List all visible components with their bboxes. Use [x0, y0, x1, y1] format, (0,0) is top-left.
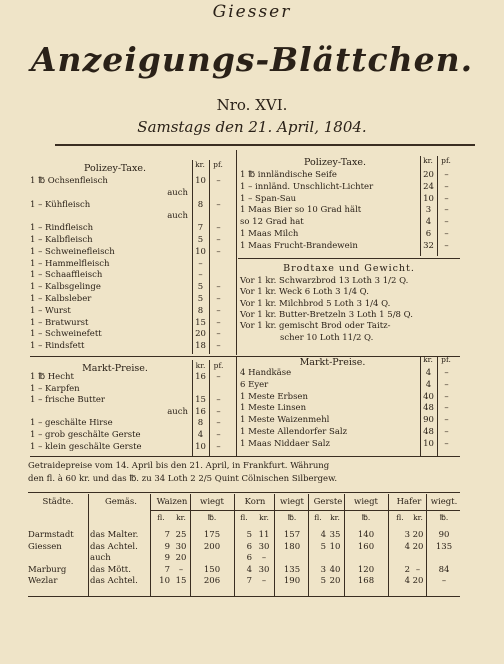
price-item: 1 – innländ. Unschlicht-Lichter [240, 181, 374, 192]
price-pf: – [216, 329, 221, 340]
price-kr: 15 [195, 317, 206, 328]
table-header: Waizen [156, 497, 188, 507]
table-cell: 10 [329, 541, 341, 552]
marktpreise-left-heading: Markt-Preise. [82, 363, 148, 374]
table-cell: 206 [203, 576, 221, 587]
price-kr: 10 [195, 246, 206, 257]
table-cell: Giessen [28, 541, 62, 552]
price-item: 1 – Kalbfleisch [30, 235, 93, 245]
price-kr: 6 [425, 229, 432, 239]
table-cell: das Mött. [90, 564, 131, 575]
table-cell: 20 [412, 530, 424, 540]
price-pf: – [444, 205, 449, 216]
price-pf: – [216, 246, 221, 257]
table-cell: 9 [164, 541, 170, 552]
price-item: 1 Maas Milch [240, 229, 299, 239]
price-kr: 90 [423, 415, 434, 426]
price-item: 1 – Kalbsleber [30, 294, 92, 304]
price-pf: – [216, 341, 221, 352]
table-cell: 20 [175, 553, 187, 564]
unit-rule [150, 510, 460, 511]
table-header: wiegt [354, 497, 378, 507]
col-pf: pf. [213, 361, 224, 370]
price-item: 1 Meste Waizenmehl [240, 415, 330, 426]
price-pf: – [216, 372, 221, 382]
price-item: 1 Meste Erbsen [240, 391, 308, 402]
price-pf: – [216, 294, 221, 304]
price-kr: 20 [195, 329, 206, 340]
unit-label: fl. [240, 513, 248, 522]
col-pf: pf. [441, 355, 451, 364]
table-header: wiegt. [430, 497, 458, 507]
table-cell: 140 [357, 530, 375, 540]
price-pf: – [216, 223, 221, 234]
table-cell: 15 [175, 576, 187, 587]
table-cell: 9 [164, 553, 170, 564]
table-cell: 30 [258, 541, 270, 552]
table-cell: 120 [357, 564, 375, 575]
price-item: auch [167, 211, 188, 222]
table-col-rule [388, 494, 389, 596]
getraide-bottom-rule [28, 596, 460, 597]
price-kr: 24 [423, 181, 434, 192]
unit-label: ℔. [361, 513, 371, 522]
table-header: wiegt [280, 497, 304, 507]
price-item: auch [167, 406, 188, 417]
unit-label: fl. [396, 513, 404, 522]
unit-label: kr. [330, 513, 340, 522]
table-col-rule [234, 494, 235, 596]
price-item: 1 Maas Frucht-Brandewein [240, 240, 358, 251]
col-pf: pf. [441, 156, 451, 165]
price-pf: – [444, 193, 449, 204]
price-kr: 8 [197, 199, 204, 210]
table-cell: auch [90, 553, 111, 564]
price-kr: 10 [195, 441, 206, 452]
getraide-head-rule [28, 492, 460, 493]
table-cell: 7 [246, 576, 252, 587]
brodtaxe-row: Vor 1 kr. Schwarzbrod 13 Loth 3 1/2 Q. [240, 276, 409, 286]
issue-date: Samstags den 21. April, 1804. [137, 118, 367, 136]
price-pf: – [444, 170, 449, 180]
table-cell: 20 [412, 541, 424, 552]
table-header: Gerste [313, 497, 343, 507]
price-kr: 4 [425, 379, 432, 390]
price-item: 1 Maas Niddaer Salz [240, 438, 331, 449]
price-pf: – [216, 317, 221, 328]
price-item: 1 – Schaaffleisch [30, 270, 103, 281]
price-item: 1 – Wurst [30, 305, 71, 316]
brodtaxe-row: scher 10 Loth 11/2 Q. [280, 332, 374, 343]
price-kr: 10 [195, 176, 206, 186]
table-cell: 160 [357, 541, 375, 552]
table-cell: – [261, 553, 267, 564]
brodtaxe-heading: Brodtaxe und Gewicht. [283, 263, 415, 274]
price-kr: 16 [195, 372, 206, 382]
table-col-rule [344, 494, 345, 596]
col-kr: kr. [195, 160, 205, 169]
price-item: 1 – Kühfleisch [30, 199, 91, 210]
price-item: 1 ℔ Ochsenfleisch [30, 176, 108, 186]
price-item: auch [167, 187, 188, 198]
table-cell: 3 [404, 530, 410, 540]
unit-label: fl. [157, 513, 165, 522]
col-kr: kr. [423, 156, 433, 165]
price-pf: – [216, 235, 221, 245]
price-kr: 32 [423, 240, 434, 251]
table-header: Hafer [396, 497, 422, 507]
table-col-rule [190, 494, 191, 596]
price-pf: – [444, 229, 449, 239]
unit-label: fl. [314, 513, 322, 522]
price-pf: – [444, 415, 449, 426]
price-item: 1 – Rindsfett [30, 341, 85, 352]
table-cell: – [261, 576, 267, 587]
price-item: 1 – geschälte Hirse [30, 418, 113, 429]
unit-label: ℔. [439, 513, 449, 522]
price-item: 1 – Kalbsgelinge [30, 282, 101, 293]
col-kr: kr. [195, 361, 206, 370]
table-header: Gemäs. [104, 497, 137, 507]
price-kr: – [198, 258, 203, 269]
unit-label: kr. [176, 513, 186, 522]
price-kr: 7 [197, 223, 204, 234]
table-cell: 20 [412, 576, 424, 587]
table-cell: 3 [320, 564, 326, 575]
price-pf: – [216, 282, 221, 293]
table-cell: 6 [246, 553, 252, 564]
table-cell: 30 [258, 564, 270, 575]
price-item: 1 – Hammelfleisch [30, 258, 110, 269]
price-item: 1 – klein geschälte Gerste [30, 441, 142, 452]
price-item: 1 Meste Linsen [240, 403, 307, 414]
polizey-taxe-right-heading: Polizey-Taxe. [304, 157, 366, 168]
price-item: 1 Meste Allendorfer Salz [240, 427, 348, 437]
brodtaxe-row: Vor 1 kr. Milchbrod 5 Loth 3 1/4 Q. [240, 298, 391, 309]
getraide-intro-1: Getraidepreise vom 14. April bis den 21. April, in Frankfurt. Währung [28, 461, 330, 471]
issue-number: Nro. XVI. [216, 96, 288, 114]
col-kr: kr. [423, 355, 433, 364]
price-pf: – [216, 199, 221, 210]
price-kr: 5 [197, 294, 204, 304]
brodtaxe-rule [238, 258, 460, 259]
table-col-rule [88, 494, 89, 596]
table-cell: 135 [283, 564, 301, 575]
price-pf: – [216, 395, 221, 406]
section-rule [30, 456, 460, 457]
price-kr: 40 [423, 391, 434, 402]
brodtaxe-row: Vor 1 kr. Weck 6 Loth 3 1/4 Q. [240, 287, 369, 298]
price-kr: 3 [425, 205, 432, 216]
table-cell: – [178, 564, 184, 575]
table-cell: 11 [258, 530, 270, 540]
table-cell: – [415, 564, 421, 575]
price-pf: – [444, 368, 449, 378]
table-cell: 6 [246, 541, 252, 552]
price-pf: – [444, 391, 449, 402]
column-divider-mid [236, 356, 237, 456]
price-kr: 8 [197, 305, 204, 316]
table-cell: 168 [357, 576, 375, 587]
masthead-title: Anzeigungs-Blättchen. [30, 40, 474, 79]
table-cell: Marburg [28, 564, 67, 575]
price-item: 1 – Bratwurst [30, 317, 89, 328]
price-kr: 10 [423, 438, 434, 449]
price-item: 6 Eyer [240, 379, 269, 390]
table-cell: 25 [175, 530, 187, 540]
table-cell: 4 [246, 564, 252, 575]
price-item: so 12 Grad hat [240, 217, 304, 228]
table-cell: Darmstadt [28, 530, 74, 540]
table-cell: – [441, 576, 447, 587]
price-item: 1 Maas Bier so 10 Grad hält [240, 205, 362, 216]
table-col-rule [274, 494, 275, 596]
price-item: 1 – frische Butter [30, 395, 105, 406]
price-item: 1 ℔ innländische Seife [240, 170, 337, 180]
masthead-city: Giesser [212, 2, 292, 22]
table-cell: 200 [203, 541, 221, 552]
table-col-rule [308, 494, 309, 596]
price-item: 1 – Span-Sau [240, 193, 297, 204]
table-cell: 5 [320, 541, 326, 552]
table-cell: 180 [283, 541, 301, 552]
table-cell: 7 [164, 564, 170, 575]
masthead-rule [55, 144, 475, 146]
table-cell: 40 [329, 564, 341, 575]
price-kr: 48 [423, 427, 434, 437]
price-kr: 10 [423, 193, 434, 204]
price-pf: – [444, 240, 449, 251]
price-kr: 5 [197, 235, 204, 245]
table-cell: Wezlar [28, 576, 58, 587]
price-pf: – [444, 181, 449, 192]
table-cell: 7 [164, 530, 170, 540]
table-cell: 4 [404, 541, 410, 552]
table-cell: 157 [283, 530, 301, 540]
price-item: 1 – Schweinefett [30, 329, 102, 340]
table-cell: 150 [203, 564, 221, 575]
table-cell: 2 [404, 564, 410, 575]
brodtaxe-row: Vor 1 kr. Butter-Bretzeln 3 Loth 1 5/8 Q. [240, 309, 413, 320]
table-cell: 10 [159, 576, 170, 587]
table-header: Korn [244, 497, 266, 507]
price-kr: 20 [423, 170, 434, 180]
price-item: 1 – grob geschälte Gerste [30, 430, 141, 440]
price-pf: – [444, 379, 449, 390]
table-cell: 90 [438, 530, 450, 540]
table-cell: das Malter. [90, 530, 139, 540]
price-kr: 15 [195, 395, 206, 406]
price-item: 1 – Karpfen [30, 383, 80, 394]
table-cell: 84 [438, 564, 450, 575]
price-kr: 8 [197, 418, 204, 429]
price-pf: – [216, 441, 221, 452]
price-item: 1 – Rindfleisch [30, 223, 94, 234]
table-header: Städte. [42, 497, 74, 507]
price-pf: – [216, 418, 221, 429]
table-cell: 20 [329, 576, 341, 587]
unit-label: kr. [259, 513, 269, 522]
table-cell: 4 [320, 530, 326, 540]
table-header: wiegt [200, 497, 224, 507]
price-kr: 18 [195, 341, 206, 352]
price-kr: 48 [423, 403, 434, 414]
marktpreise-right-heading: Markt-Preise. [299, 357, 366, 368]
price-pf: – [216, 406, 221, 417]
price-kr: 16 [195, 406, 206, 417]
price-kr: 5 [197, 282, 204, 293]
price-pf: – [444, 427, 449, 437]
price-kr: 4 [425, 217, 432, 228]
column-divider-top [236, 150, 237, 355]
price-item: 1 ℔ Hecht [30, 372, 74, 382]
table-cell: das Achtel. [90, 576, 138, 587]
price-item: 1 – Schweinefleisch [30, 246, 115, 257]
price-kr: 4 [197, 430, 204, 440]
unit-label: ℔. [207, 513, 217, 522]
price-pf: – [216, 176, 221, 186]
table-cell: 35 [329, 530, 341, 540]
price-pf: – [444, 217, 449, 228]
getraide-intro-2: den fl. à 60 kr. und das ℔. zu 34 Loth 2 2/5 Quint Cölnischen Silbergew. [28, 474, 338, 484]
table-cell: 190 [283, 576, 301, 587]
price-kr: 4 [425, 368, 432, 378]
table-cell: 5 [320, 576, 326, 587]
unit-label: kr. [413, 513, 423, 522]
price-pf: – [444, 403, 449, 414]
price-pf: – [216, 430, 221, 440]
polizey-taxe-left-heading: Polizey-Taxe. [84, 163, 146, 174]
table-cell: 30 [175, 541, 187, 552]
table-col-rule [426, 494, 427, 596]
col-pf: pf. [213, 160, 223, 169]
table-cell: das Achtel. [90, 541, 138, 552]
unit-label: ℔. [287, 513, 297, 522]
table-cell: 4 [404, 576, 410, 587]
table-cell: 175 [203, 530, 221, 540]
price-pf: – [444, 438, 449, 449]
price-kr: – [198, 270, 203, 281]
price-pf: – [216, 305, 221, 316]
brodtaxe-row: Vor 1 kr. gemischt Brod oder Taitz- [240, 321, 391, 332]
price-item: 4 Handkäse [240, 368, 292, 378]
table-cell: 5 [246, 530, 252, 540]
table-cell: 135 [435, 541, 453, 552]
